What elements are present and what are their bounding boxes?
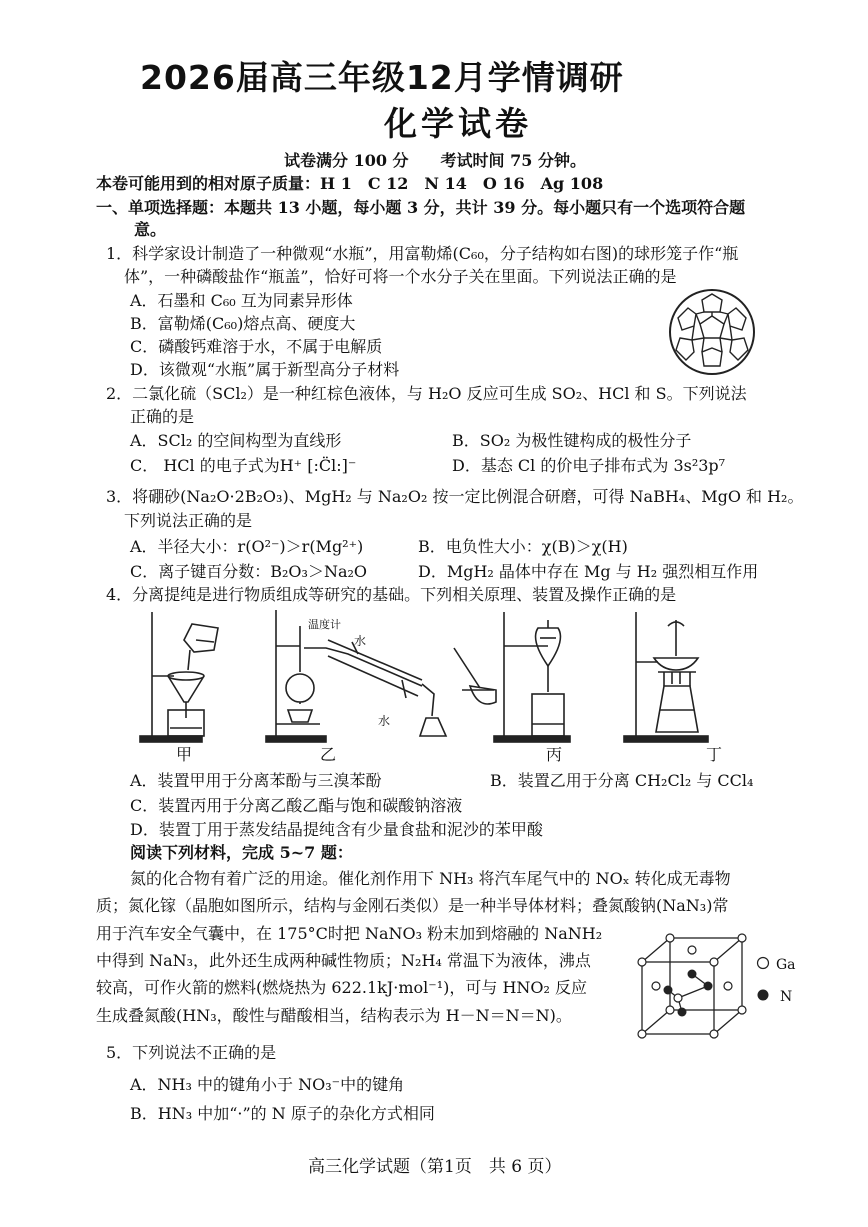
reading-line-1: 氮的化合物有着广泛的用途。催化剂作用下 NH₃ 将汽车尾气中的 NOₓ 转化成无毒物 xyxy=(130,869,731,888)
q3-option-c: C．离子键百分数：B₂O₃＞Na₂O xyxy=(130,562,368,581)
label-ding: 丁 xyxy=(706,745,723,764)
exam-subtitle: 化学试卷 xyxy=(384,104,532,143)
q2-option-b: B．SO₂ 为极性键构成的极性分子 xyxy=(452,431,692,450)
q4-option-d: D．装置丁用于蒸发结晶提纯含有少量食盐和泥沙的苯甲酸 xyxy=(130,820,543,839)
apparatus-yi xyxy=(262,606,458,746)
q5-option-a: A．NH₃ 中的键角小于 NO₃⁻中的键角 xyxy=(130,1075,405,1094)
q1-option-b: B．富勒烯(C₆₀)熔点高、硬度大 xyxy=(130,314,356,333)
legend-markers xyxy=(756,956,770,1002)
reading-line-2: 质；氮化镓（晶胞如图所示，结构与金刚石类似）是一种半导体材料；叠氮酸钠(NaN₃)常 xyxy=(96,896,729,915)
legend-n: N xyxy=(780,989,793,1005)
atomic-masses: 本卷可能用到的相对原子质量：H 1 C 12 N 14 O 16 Ag 108 xyxy=(96,174,604,193)
page-footer: 高三化学试题（第1页 共 6 页） xyxy=(308,1157,562,1177)
q1-option-c: C．磷酸钙难溶于水，不属于电解质 xyxy=(130,337,383,356)
apparatus-jia xyxy=(134,606,234,746)
q3-option-d: D．MgH₂ 晶体中存在 Mg 与 H₂ 强烈相互作用 xyxy=(418,562,759,581)
reading-line-4: 中得到 NaN₃，此外还生成两种碱性物质；N₂H₄ 常温下为液体，沸点 xyxy=(96,951,591,970)
apparatus-bing xyxy=(448,606,578,746)
q1-stem: 1．科学家设计制造了一种微观“水瓶”，用富勒烯(C₆₀，分子结构如右图)的球形笼子作“瓶 xyxy=(106,244,739,263)
q1-option-a: A．石墨和 C₆₀ 互为同素异形体 xyxy=(130,291,353,310)
q5-stem: 5．下列说法不正确的是 xyxy=(106,1043,277,1062)
section-heading-cont: 意。 xyxy=(134,220,167,239)
q1-option-d: D．该微观“水瓶”属于新型高分子材料 xyxy=(130,360,400,379)
q2-stem: 2．二氯化硫（SCl₂）是一种红棕色液体，与 H₂O 反应可生成 SO₂、HCl 和 S。下列说法 xyxy=(106,384,747,403)
legend-ga: Ga xyxy=(776,957,796,973)
q3-stem-cont: 下列说法正确的是 xyxy=(124,511,253,530)
q4-option-a: A．装置甲用于分离苯酚与三溴苯酚 xyxy=(130,771,382,790)
gan-unit-cell xyxy=(636,932,752,1040)
section-heading: 一、单项选择题：本题共 13 小题，每小题 3 分，共计 39 分。每小题只有一个选项符合题 xyxy=(96,198,746,217)
reading-heading: 阅读下列材料，完成 5~7 题： xyxy=(130,843,353,862)
label-water-out: 水 xyxy=(354,634,367,648)
q4-option-b: B．装置乙用于分离 CH₂Cl₂ 与 CCl₄ xyxy=(490,771,754,790)
reading-line-6: 生成叠氮酸(HN₃，酸性与醋酸相当，结构表示为 H－N＝N＝N)。 xyxy=(96,1006,572,1025)
q4-option-c: C．装置丙用于分离乙酸乙酯与饱和碳酸钠溶液 xyxy=(130,796,463,815)
q2-option-d: D．基态 Cl 的价电子排布式为 3s²3p⁷ xyxy=(452,456,726,475)
exam-info: 试卷满分 100 分 考试时间 75 分钟。 xyxy=(284,151,586,170)
q4-stem: 4．分离提纯是进行物质组成等研究的基础。下列相关原理、装置及操作正确的是 xyxy=(106,585,677,604)
label-thermometer: 温度计 xyxy=(308,618,341,631)
exam-title: 2026届高三年级12月学情调研 xyxy=(140,58,624,97)
label-jia: 甲 xyxy=(176,745,193,764)
reading-line-5: 较高，可作火箭的燃料(燃烧热为 622.1kJ·mol⁻¹)，可与 HNO₂ 反应 xyxy=(96,978,588,997)
q1-stem-cont: 体”，一种磷酸盐作“瓶盖”，恰好可将一个水分子关在里面。下列说法正确的是 xyxy=(124,267,677,286)
label-water-in: 水 xyxy=(378,714,391,728)
q3-stem: 3．将硼砂(Na₂O·2B₂O₃)、MgH₂ 与 Na₂O₂ 按一定比例混合研磨，可得 NaBH₄、MgO 和 H₂。 xyxy=(106,487,804,506)
label-bing: 丙 xyxy=(546,745,563,764)
q3-option-a: A．半径大小：r(O²⁻)＞r(Mg²⁺) xyxy=(130,537,364,556)
q2-stem-cont: 正确的是 xyxy=(130,407,195,426)
q5-option-b: B．HN₃ 中加“·”的 N 原子的杂化方式相同 xyxy=(130,1104,435,1123)
apparatus-ding xyxy=(618,606,718,746)
q3-option-b: B．电负性大小：χ(B)＞χ(H) xyxy=(418,537,628,556)
label-yi: 乙 xyxy=(320,745,337,764)
q2-option-a: A．SCl₂ 的空间构型为直线形 xyxy=(130,431,342,450)
fullerene-figure xyxy=(664,286,760,378)
reading-line-3: 用于汽车安全气囊中，在 175°C时把 NaNO₃ 粉末加到熔融的 NaNH₂ xyxy=(96,924,603,943)
q2-option-c: C． HCl 的电子式为H⁺ [:C̈l:]⁻ xyxy=(130,456,357,475)
